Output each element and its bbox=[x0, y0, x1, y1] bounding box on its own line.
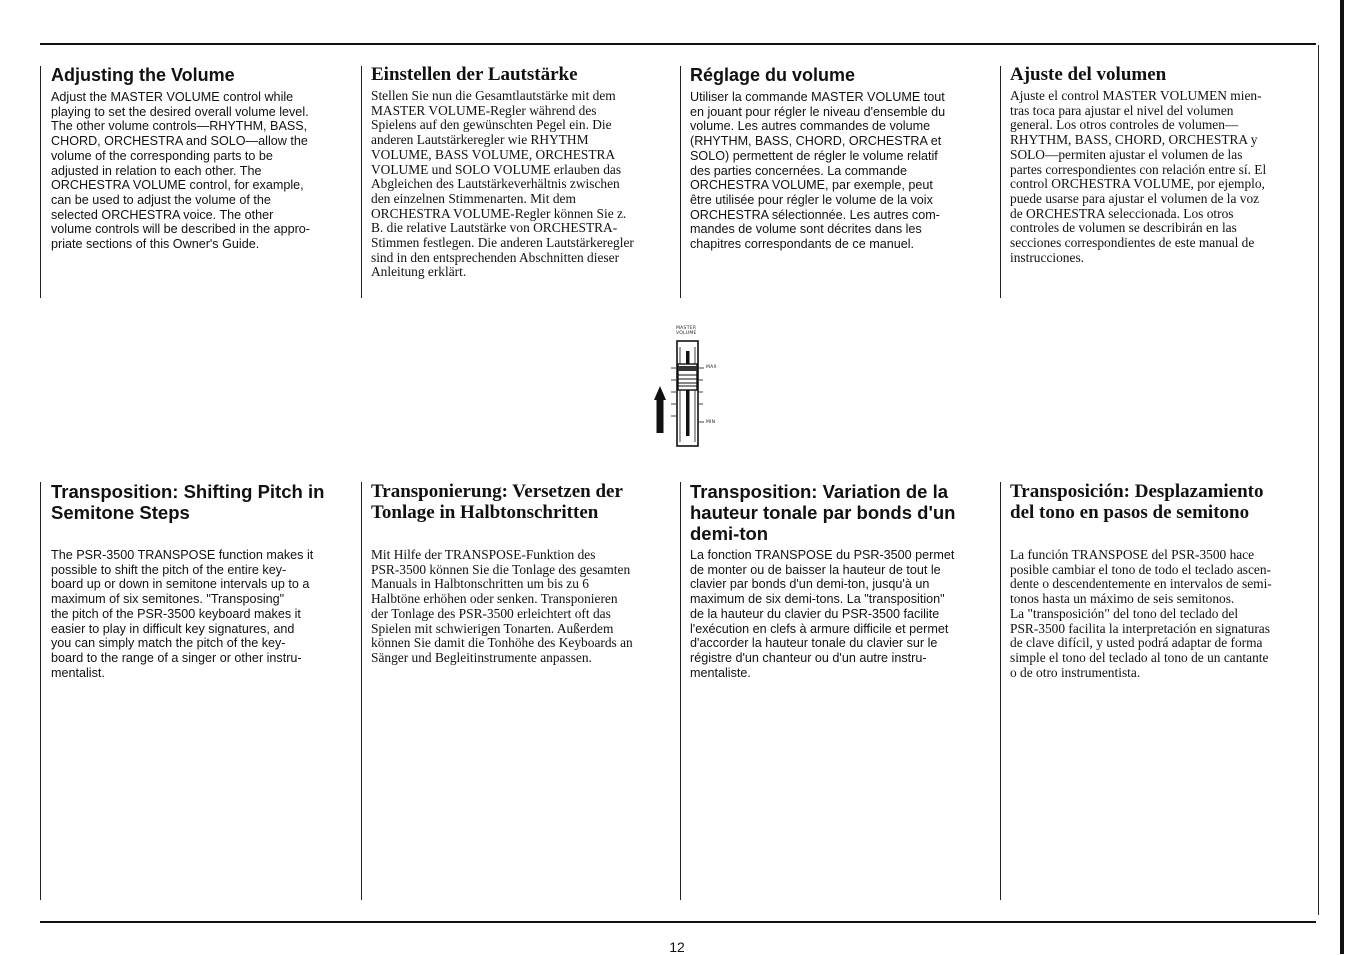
transpose-body-spanish: La función TRANSPOSE del PSR-3500 hace posible cambiar el tono de todo el teclado ascen- dente o descendentemente en intervalos de semi- tonos hasta un máximo de seis semitonos. La "transposición" del tono del teclado del PSR-3500 facilita la interpretación en signaturas de clave difícil, y usted podrá adaptar de forma simple el tono del teclado al tono de un cantante o de otro instrumentista. bbox=[1010, 547, 1272, 680]
master-volume-fader-icon bbox=[640, 325, 740, 450]
transpose-body-german: Mit Hilfe der TRANSPOSE-Funktion des PSR-3500 können Sie die Tonlage des gesamten Manuals in Halbtonschritten um bis zu 6 Halbtöne erhöhen oder senken. Transponieren der Tonlage des PSR-3500 erleichtert oft das Spielen mit schwierigen Tonarten. Außerdem können Sie damit die Tonhöhe des Keyboards an Sänger und Begleitinstrumente anpassen. bbox=[371, 547, 633, 665]
transpose-column-german bbox=[371, 481, 676, 666]
column-divider bbox=[361, 482, 362, 900]
page-number: 12 bbox=[669, 939, 685, 955]
figure-min-label: MIN bbox=[706, 420, 716, 425]
transpose-body-french: La fonction TRANSPOSE du PSR-3500 permet de monter ou de baisser la hauteur de tout le clavier par bonds d'un demi-ton, jusqu'à un maximum de six demi-tons. La "transposition" de la hauteur du clavier du PSR-3500 facilite l'exécution en clefs à armure difficile et permet d'accorder la hauteur tonale du clavier sur le régistre d'un chanteur ou d'un autre instru- mentaliste. bbox=[690, 548, 955, 680]
volume-body-german: Stellen Sie nun die Gesamtlautstärke mit dem MASTER VOLUME-Regler während des Spielens auf den gewünschten Pegel ein. Die anderen Lautstärkeregler wie RHYTHM VOLUME, BASS VOLUME, ORCHESTRA VOLUME und SOLO VOLUME erlauben das Abgleichen des Lautstärkeverhältnis zwischen den einzelnen Stimmenarten. Mit dem ORCHESTRA VOLUME-Regler können Sie z. B. die relative Lautstärke von ORCHESTRA- Stimmen festlegen. Die anderen Lautstärkeregler sind in den entsprechenden Abschnitten dieser Anleitung erklärt. bbox=[371, 88, 634, 280]
transpose-column-french bbox=[690, 481, 995, 680]
column-divider bbox=[40, 482, 41, 900]
volume-body-spanish: Ajuste el control MASTER VOLUMEN mien- tras toca para ajustar el nivel del volumen general. Los otros controles de volumen— RHYTHM, BASS, CHORD, ORCHESTRA y SOLO—permiten ajustar el volumen de las partes correspondientes con relación entre sí. El control ORCHESTRA VOLUME, por ejemplo, puede usarse para ajustar el volumen de la voz de ORCHESTRA seleccionada. Los otros controles de volumen se describirán en las secciones correspondientes de este manual de instrucciones. bbox=[1010, 88, 1267, 265]
volume-heading-german: Einstellen der Lautstärke bbox=[371, 64, 578, 85]
top-rule bbox=[40, 43, 1316, 45]
transpose-heading-spanish: Transposición: Desplazamiento del tono en pasos de semitono bbox=[1010, 481, 1264, 523]
volume-body-english: Adjust the MASTER VOLUME control while playing to set the desired overall volume level. The other volume controls—RHYTHM, BASS, CHORD, ORCHESTRA and SOLO—allow the volume of the corresponding parts to be adjusted in relation to each other. The ORCHESTRA VOLUME control, for example, can be used to adjust the volume of the selected ORCHESTRA voice. The other volume controls will be described in the appro- priate sections of this Owner's Guide. bbox=[51, 90, 311, 252]
volume-column-english bbox=[51, 65, 356, 252]
column-divider bbox=[680, 482, 681, 900]
volume-body-french: Utiliser la commande MASTER VOLUME tout en jouant pour régler le niveau d'ensemble du volume. Les autres commandes de volume (RHYTHM, BASS, CHORD, ORCHESTRA et SOLO) permettent de régler le volume relatif des parties concernées. La commande ORCHESTRA VOLUME, par exemple, peut être utilisée pour régler le volume de la voix ORCHESTRA sélectionnée. Les autres com- mandes de volume sont décrites dans les chapitres correspondants de ce manuel. bbox=[690, 90, 946, 252]
bottom-rule bbox=[40, 921, 1316, 923]
volume-column-french bbox=[690, 65, 995, 252]
master-volume-figure bbox=[640, 325, 740, 450]
volume-column-german bbox=[371, 64, 676, 280]
transpose-heading-english: Transposition: Shifting Pitch in Semitone Steps bbox=[51, 481, 325, 523]
figure-title-line1: MASTER bbox=[676, 326, 697, 331]
column-divider bbox=[361, 66, 362, 298]
transpose-heading-french: Transposition: Variation de la hauteur tonale par bonds d'un demi-ton bbox=[690, 481, 956, 544]
volume-heading-english: Adjusting the Volume bbox=[51, 65, 235, 85]
volume-heading-french: Réglage du volume bbox=[690, 65, 856, 85]
transpose-heading-german: Transponierung: Versetzen der Tonlage in Halbtonschritten bbox=[371, 481, 623, 523]
column-divider bbox=[680, 66, 681, 298]
column-divider bbox=[1318, 45, 1319, 915]
column-divider bbox=[1000, 66, 1001, 298]
column-divider bbox=[40, 66, 41, 298]
transpose-body-english: The PSR-3500 TRANSPOSE function makes it possible to shift the pitch of the entire key- board up or down in semitone intervals up to a maximum of six semitones. "Transposing" the pitch of the PSR-3500 keyboard makes it easier to play in difficult key signatures, and you can simply match the pitch of the key- board to the range of a singer or other instru- mentalist. bbox=[51, 548, 314, 680]
transpose-column-english bbox=[51, 481, 356, 680]
volume-column-spanish bbox=[1010, 64, 1315, 265]
figure-max-label: MAX bbox=[706, 365, 717, 370]
page-edge bbox=[1340, 0, 1344, 954]
figure-title-line2: VOLUME bbox=[676, 331, 697, 336]
column-divider bbox=[1000, 482, 1001, 900]
transpose-column-spanish bbox=[1010, 481, 1315, 680]
volume-heading-spanish: Ajuste del volumen bbox=[1010, 64, 1167, 85]
